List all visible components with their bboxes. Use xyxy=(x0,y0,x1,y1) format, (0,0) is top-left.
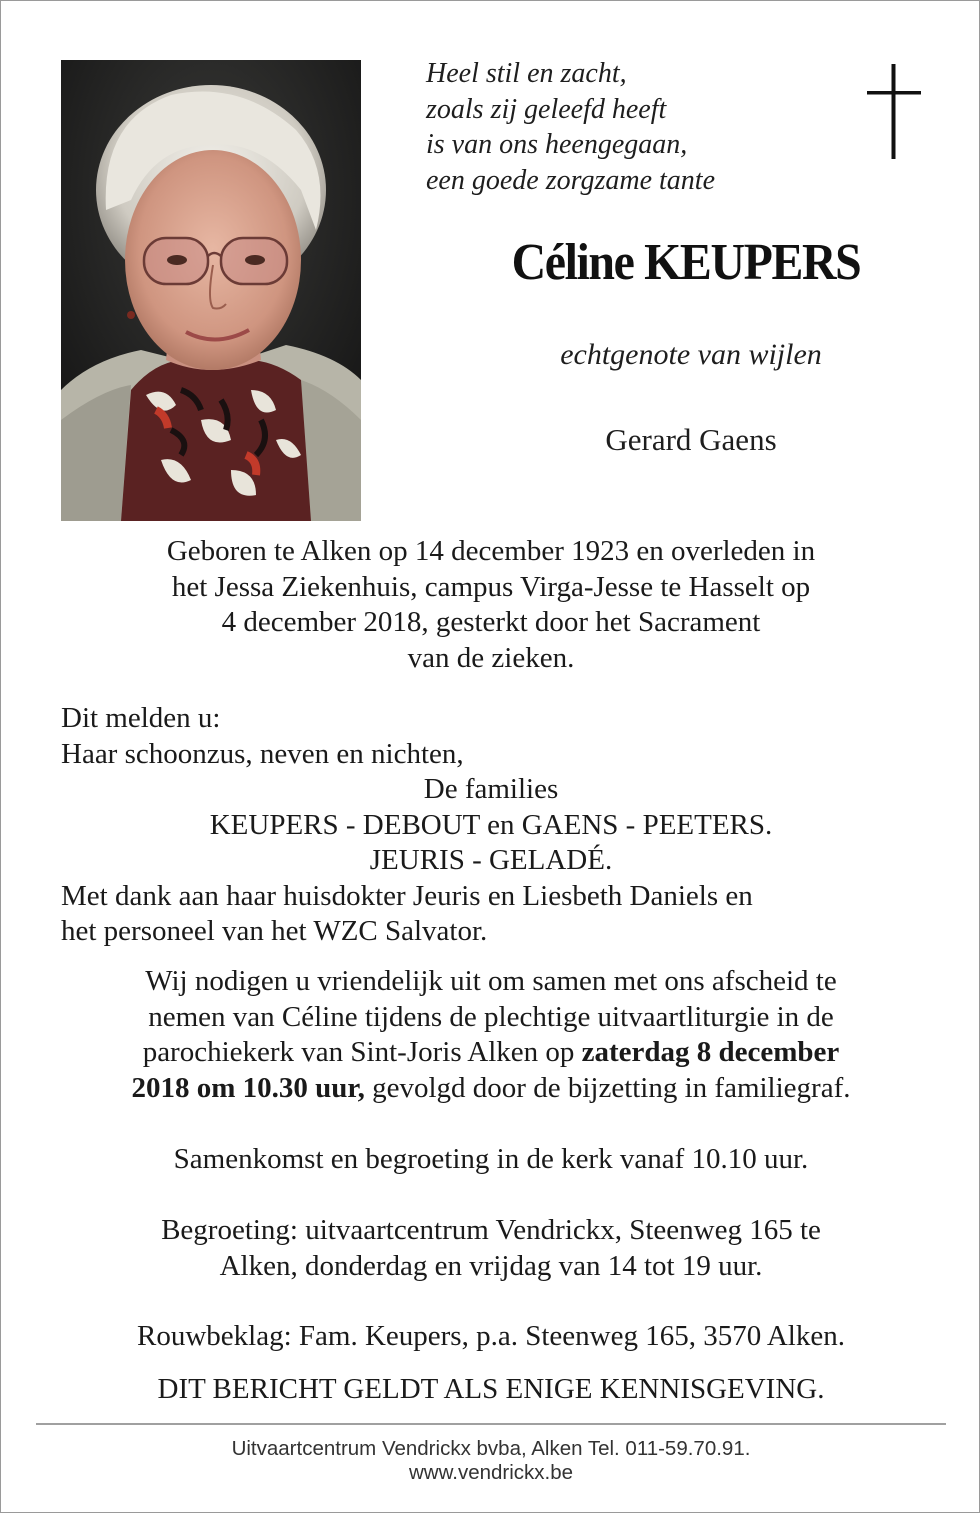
families-label: De families xyxy=(423,773,559,805)
condolence-address: Rouwbeklag: Fam. Keupers, p.a. Steenweg 165, 3570 Alken. xyxy=(137,1320,845,1352)
announcement-relatives: Haar schoonzus, neven en nichten, xyxy=(61,737,464,770)
poem-line: Heel stil en zacht, xyxy=(426,58,627,89)
invitation-line: nemen van Céline tijdens de plechtige uitvaartliturgie in de xyxy=(148,1000,834,1033)
invitation-line xyxy=(41,1035,941,1071)
announcement xyxy=(61,701,941,950)
footer xyxy=(41,1437,941,1485)
official-notice: DIT BERICHT GELDT ALS ENIGE KENNISGEVING. xyxy=(157,1373,825,1405)
portrait-photo xyxy=(61,60,361,521)
poem-line: is van ons heengegaan, xyxy=(426,129,688,160)
funeral-time: 2018 om 10.30 uur, xyxy=(131,1071,365,1104)
poem-line: zoals zij geleefd heeft xyxy=(426,93,667,125)
poem-line: een goede zorgzame tante xyxy=(426,164,715,196)
poem xyxy=(426,56,826,198)
invitation-text: parochiekerk van Sint-Joris Alken op xyxy=(142,1036,582,1068)
funeral-date: zaterdag 8 december xyxy=(581,1036,840,1068)
deceased-name: Céline KEUPERS xyxy=(511,234,861,291)
spouse-name: Gerard Gaens xyxy=(605,422,777,457)
birth-death-line: 4 december 2018, gesterkt door het Sacrament xyxy=(221,606,761,638)
invitation xyxy=(41,964,941,1106)
divider xyxy=(36,1423,946,1425)
birth-death-details xyxy=(61,534,921,676)
gathering-info: Samenkomst en begroeting in de kerk vanaf 10.10 uur. xyxy=(173,1143,809,1175)
visitation-line: Begroeting: uitvaartcentrum Vendrickx, Steenweg 165 te xyxy=(161,1214,821,1246)
announcement-intro: Dit melden u: xyxy=(61,702,221,734)
visitation-info xyxy=(41,1213,941,1284)
families-line: JEURIS - GELADÉ. xyxy=(369,844,613,876)
invitation-text: gevolgd door de bijzetting in familiegraf. xyxy=(364,1071,851,1104)
birth-death-line: Geboren te Alken op 14 december 1923 en overleden in xyxy=(166,535,816,567)
funeral-home-contact: Uitvaartcentrum Vendrickx bvba, Alken Tel. 011-59.70.91. xyxy=(231,1437,751,1460)
thanks-line: het personeel van het WZC Salvator. xyxy=(61,915,488,947)
spouse-label: echtgenote van wijlen xyxy=(560,338,822,371)
birth-death-line: van de zieken. xyxy=(407,641,575,674)
cross-icon xyxy=(867,64,921,159)
birth-death-line: het Jessa Ziekenhuis, campus Virga-Jesse te Hasselt op xyxy=(171,570,811,603)
families-line: KEUPERS - DEBOUT en GAENS - PEETERS. xyxy=(209,808,773,841)
funeral-home-website[interactable]: www.vendrickx.be xyxy=(408,1461,574,1484)
invitation-line: Wij nodigen u vriendelijk uit om samen met ons afscheid te xyxy=(145,965,837,997)
invitation-line xyxy=(41,1071,941,1107)
visitation-line: Alken, donderdag en vrijdag van 14 tot 19 uur. xyxy=(219,1249,763,1282)
thanks-line: Met dank aan haar huisdokter Jeuris en Liesbeth Daniels en xyxy=(61,879,753,912)
